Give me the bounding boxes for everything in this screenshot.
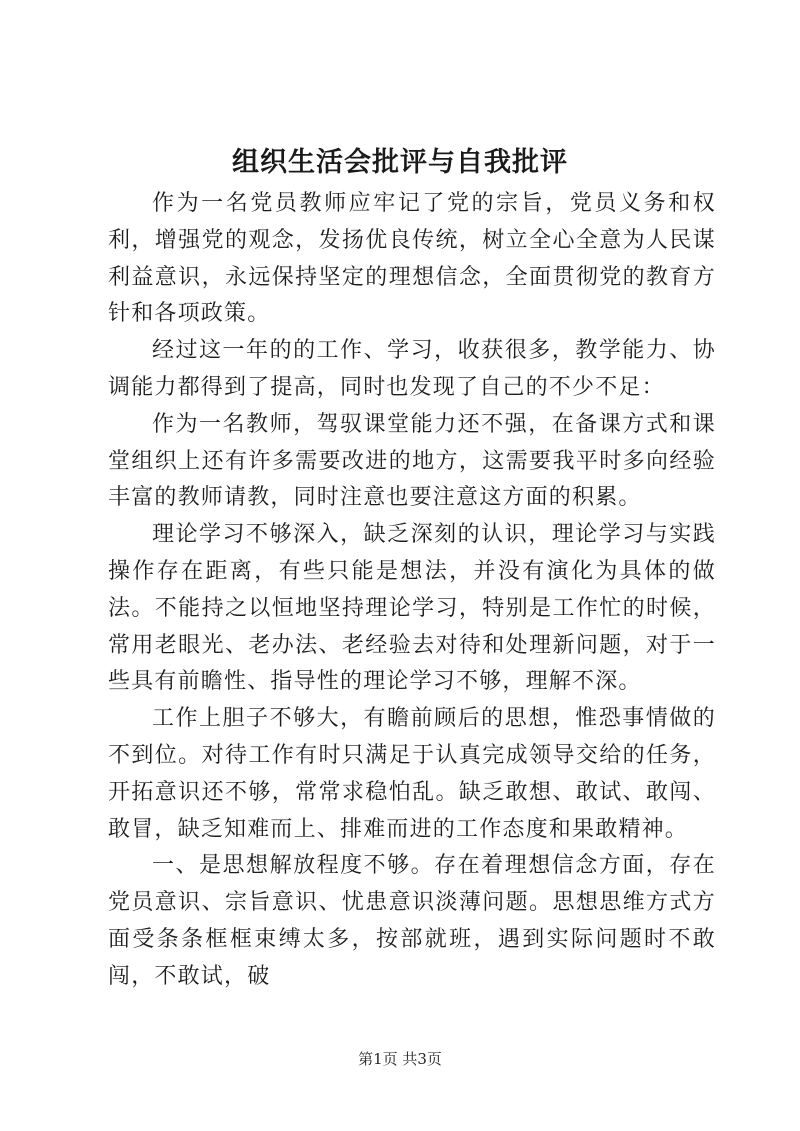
paragraph-1: 作为一名党员教师应牢记了党的宗旨，党员义务和权利，增强党的观念，发扬优良传统，树立全心全意为人民谋利益意识，永远保持坚定的理想信念，全面贯彻党的教育方针和各项政策。 <box>108 191 716 327</box>
paragraph-2: 经过这一年的的工作、学习，收获很多，教学能力、协调能力都得到了提高，同时也发现了自己的不少不足： <box>108 338 716 400</box>
page-footer: 第1页 共3页 <box>358 1050 442 1068</box>
paragraph-3: 作为一名教师，驾驭课堂能力还不强，在备课方式和课堂组织上还有许多需要改进的地方，这需要我平时多向经验丰富的教师请教，同时注意也要注意这方面的积累。 <box>108 411 716 511</box>
paragraph-5: 工作上胆子不够大，有瞻前顾后的思想，惟恐事情做的不到位。对待工作有时只满足于认真完成领导交给的任务，开拓意识还不够，常常求稳怕乱。缺乏敢想、敢试、敢闯、敢冒，缺乏知难而上、排难而进的工作态度和果敢精神。 <box>108 706 716 842</box>
document-body <box>108 186 716 996</box>
paragraph-4: 理论学习不够深入，缺乏深刻的认识，理论学习与实践操作存在距离，有些只能是想法，并没有演化为具体的做法。不能持之以恒地坚持理论学习，特别是工作忙的时候，常用老眼光、老办法、老经验去对待和处理新问题，对于一些具有前瞻性、指导性的理论学习不够，理解不深。 <box>108 522 716 695</box>
paragraph-6: 一、是思想解放程度不够。存在着理想信念方面，存在党员意识、宗旨意识、忧患意识淡薄问题。思想思维方式方面受条条框框束缚太多，按部就班，遇到实际问题时不敢闯，不敢试，破 <box>108 853 716 989</box>
document-title: 组织生活会批评与自我批评 <box>232 147 568 178</box>
